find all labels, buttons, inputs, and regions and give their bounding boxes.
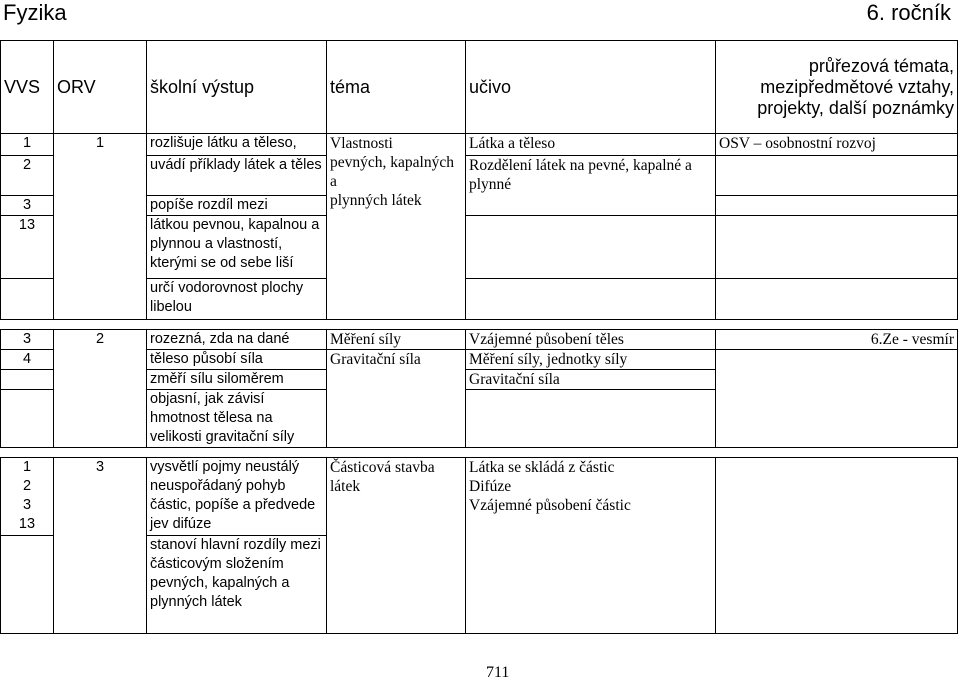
vvs-line: 3 (22, 497, 32, 513)
curriculum-table (0, 40, 958, 634)
content-cell (466, 279, 716, 320)
outcome-cell: uvádí příklady látek a těles (147, 156, 327, 196)
topic-line: plynných látek (330, 192, 422, 209)
outcome-cell: těleso působí síla (147, 350, 327, 370)
content-cell: Gravitační síla (466, 370, 716, 390)
vvs-cell (1, 279, 54, 320)
content-cell: Rozdělení látek na pevné, kapalné a plynné (466, 156, 716, 216)
col-topic: téma (327, 41, 466, 134)
outcome-cell: změří sílu siloměrem (147, 370, 327, 390)
table-row (1, 330, 958, 350)
content-line: Difúze (469, 478, 512, 495)
topic-cell (327, 134, 466, 320)
vvs-cell (1, 458, 54, 536)
subject-title: Fyzika (3, 0, 67, 25)
topic-line: pevných, kapalných a (330, 154, 454, 190)
topic-line: Vlastnosti (330, 135, 393, 152)
content-cell (466, 216, 716, 279)
col-orv: ORV (54, 41, 147, 134)
content-cell (466, 458, 716, 634)
vvs-line: 13 (18, 516, 36, 532)
vvs-line: 2 (22, 478, 32, 494)
crosscut-cell: OSV – osobnostní rozvoj (716, 134, 958, 156)
crosscut-cell (716, 196, 958, 216)
grade-title: 6. ročník (866, 0, 951, 25)
crosscut-cell (716, 216, 958, 279)
outcome-cell: rozezná, zda na dané (147, 330, 327, 350)
outcome-cell: rozlišuje látku a těleso, (147, 134, 327, 156)
col-crosscut: průřezová témata, mezipředmětové vztahy, projekty, další poznámky (716, 41, 958, 134)
col-vvs: VVS (1, 41, 54, 134)
vvs-cell: 3 (1, 330, 54, 350)
vvs-cell: 2 (1, 156, 54, 196)
content-cell: Látka a těleso (466, 134, 716, 156)
block-gap (1, 320, 958, 330)
content-cell: Měření síly, jednotky síly (466, 350, 716, 370)
content-line: Vzájemné působení částic (469, 497, 631, 514)
table-row (1, 134, 958, 156)
outcome-cell: určí vodorovnost plochy libelou (147, 279, 327, 320)
topic-cell: Gravitační síla (327, 350, 466, 448)
topic-cell: Částicová stavba látek (327, 458, 466, 634)
page-number: 711 (486, 664, 510, 681)
orv-cell: 2 (54, 330, 147, 448)
outcome-cell: stanoví hlavní rozdíly mezi částicovým složením pevných, kapalných a plynných látek (147, 536, 327, 634)
vvs-cell (1, 536, 54, 634)
content-line: Látka se skládá z částic (469, 459, 615, 476)
block-gap (1, 448, 958, 458)
content-cell: Vzájemné působení těles (466, 330, 716, 350)
crosscut-cell: 6.Ze - vesmír (716, 330, 958, 350)
orv-cell: 1 (54, 134, 147, 320)
table-row (1, 458, 958, 536)
vvs-cell: 3 (1, 196, 54, 216)
vvs-cell: 4 (1, 350, 54, 370)
orv-cell: 3 (54, 458, 147, 634)
vvs-cell (1, 370, 54, 390)
content-cell (466, 390, 716, 448)
vvs-cell: 13 (1, 216, 54, 279)
crosscut-cell (716, 156, 958, 196)
outcome-cell: objasní, jak závisí hmotnost tělesa na velikosti gravitační síly (147, 390, 327, 448)
outcome-cell: popíše rozdíl mezi (147, 196, 327, 216)
vvs-line: 1 (22, 459, 32, 475)
crosscut-cell (716, 458, 958, 634)
col-outcome: školní výstup (147, 41, 327, 134)
topic-cell: Měření síly (327, 330, 466, 350)
header-row (1, 41, 958, 134)
crosscut-cell (716, 350, 958, 448)
crosscut-cell (716, 279, 958, 320)
outcome-cell: látkou pevnou, kapalnou a plynnou a vlastností, kterými se od sebe liší (147, 216, 327, 279)
vvs-cell: 1 (1, 134, 54, 156)
col-content: učivo (466, 41, 716, 134)
outcome-cell: vysvětlí pojmy neustálý neuspořádaný pohyb částic, popíše a předvede jev difúze (147, 458, 327, 536)
vvs-cell (1, 390, 54, 448)
